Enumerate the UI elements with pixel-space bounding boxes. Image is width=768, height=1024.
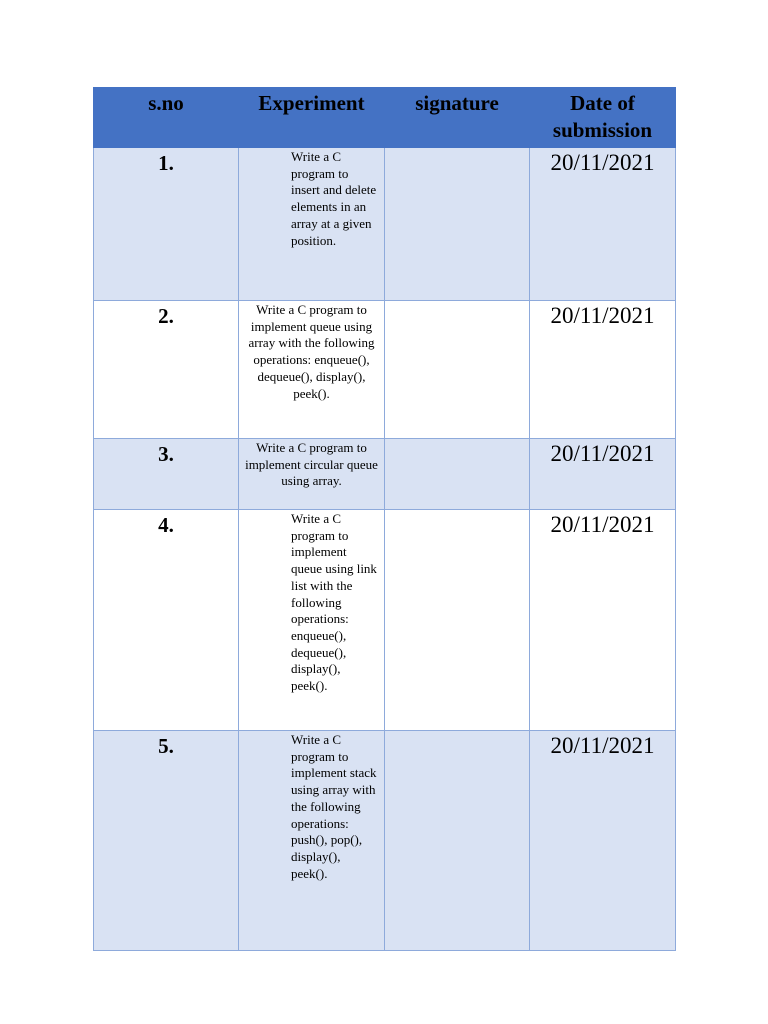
- experiment-text: Write a C program to implement queue using array with the following operations: enqueue(), dequeue(), display(), peek().: [248, 302, 375, 401]
- experiment-text: Write a C program to implement queue using link list with the following operations: enqueue(), dequeue(), display(), peek().: [291, 511, 377, 694]
- row-sno: 4.: [94, 510, 239, 731]
- table-row: [94, 301, 676, 439]
- header-experiment: Experiment: [239, 88, 385, 148]
- row-signature: [385, 510, 530, 731]
- row-experiment: [239, 731, 385, 951]
- row-signature: [385, 439, 530, 510]
- table-row: [94, 510, 676, 731]
- experiment-text: Write a C program to implement stack using array with the following operations: push(), pop(), display(), peek().: [291, 732, 377, 881]
- row-sno: 1.: [94, 148, 239, 301]
- row-experiment: [239, 148, 385, 301]
- experiment-table: [93, 87, 676, 951]
- table-row: [94, 439, 676, 510]
- experiment-text: Write a C program to insert and delete elements in an array at a given position.: [291, 149, 377, 248]
- row-sno: 5.: [94, 731, 239, 951]
- row-signature: [385, 148, 530, 301]
- table-header-row: [94, 88, 676, 148]
- header-signature: signature: [385, 88, 530, 148]
- table-row: [94, 731, 676, 951]
- header-date: Date of submission: [530, 88, 676, 148]
- row-date: 20/11/2021: [530, 301, 676, 439]
- row-sno: 3.: [94, 439, 239, 510]
- header-sno: s.no: [94, 88, 239, 148]
- row-experiment: [239, 510, 385, 731]
- row-signature: [385, 301, 530, 439]
- experiment-text: Write a C program to implement circular queue using array.: [245, 440, 378, 489]
- row-sno: 2.: [94, 301, 239, 439]
- row-date: 20/11/2021: [530, 439, 676, 510]
- row-signature: [385, 731, 530, 951]
- row-date: 20/11/2021: [530, 731, 676, 951]
- row-date: 20/11/2021: [530, 148, 676, 301]
- row-date: 20/11/2021: [530, 510, 676, 731]
- row-experiment: [239, 439, 385, 510]
- table-row: [94, 148, 676, 301]
- row-experiment: [239, 301, 385, 439]
